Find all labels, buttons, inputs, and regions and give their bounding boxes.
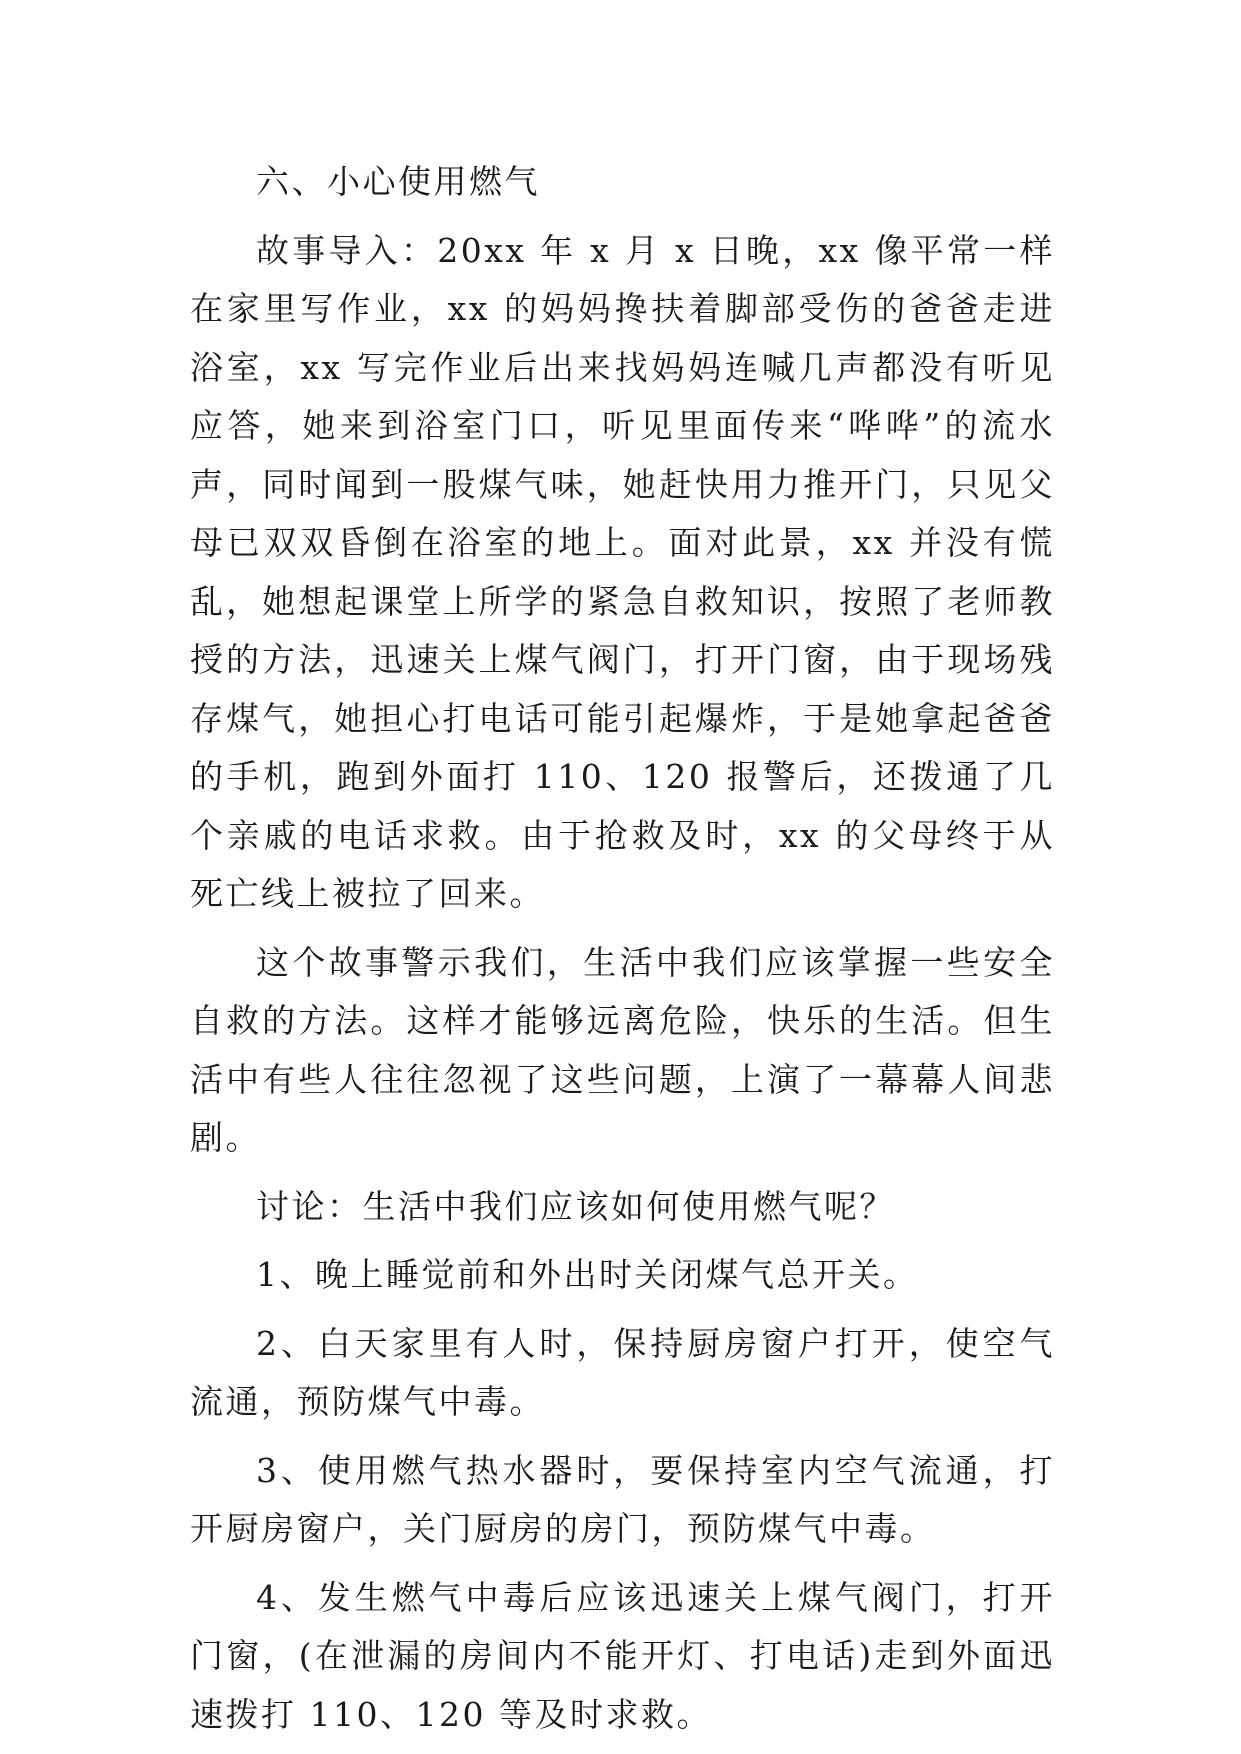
tip-item: 1、晚上睡觉前和外出时关闭煤气总开关。 (256, 1255, 919, 1294)
discussion-question: 讨论：生活中我们应该如何使用燃气呢？ (256, 1186, 895, 1226)
document-body (190, 153, 1055, 1744)
story-paragraph: 故事导入：20xx 年 x 月 x 日晚，xx 像平常一样在家里写作业，xx 的妈妈搀扶着脚部受伤的爸爸走进浴室，xx 写完作业后出来找妈妈连喊几声都没有听见应答，她来到浴室门口，听见里面传来“哗哗”的流水声，同时闻到一股煤气味，她赶快用力推开门，只见父母已双双昏倒在浴室的地上。面对此景，xx 并没有慌乱，她想起课堂上所学的紧急自救知识，按照了老师教授的方法，迅速关上煤气阀门，打开门窗，由于现场残存煤气，她担心打电话可能引起爆炸，于是她拿起爸爸的手机，跑到外面打 110、120 报警后，还拨通了几个亲戚的电话求救。由于抢救及时，xx 的父母终于从死亡线上被拉了回来。 (190, 230, 1055, 913)
section-heading: 六、小心使用燃气 (256, 162, 540, 201)
tip-item: 2、白天家里有人时，保持厨房窗户打开，使空气流通，预防煤气中毒。 (190, 1323, 1055, 1421)
tip-item: 4、发生燃气中毒后应该迅速关上煤气阀门，打开门窗，(在泄漏的房间内不能开灯、打电话)走到外面迅速拨打 110、120 等及时求救。 (190, 1577, 1055, 1734)
tip-item: 3、使用燃气热水器时，要保持室内空气流通，打开厨房窗户，关门厨房的房门，预防煤气中毒。 (190, 1450, 1055, 1548)
lesson-paragraph: 这个故事警示我们，生活中我们应该掌握一些安全自救的方法。这样才能够远离危险，快乐的生活。但生活中有些人往往忽视了这些问题，上演了一幕幕人间悲剧。 (190, 942, 1055, 1157)
